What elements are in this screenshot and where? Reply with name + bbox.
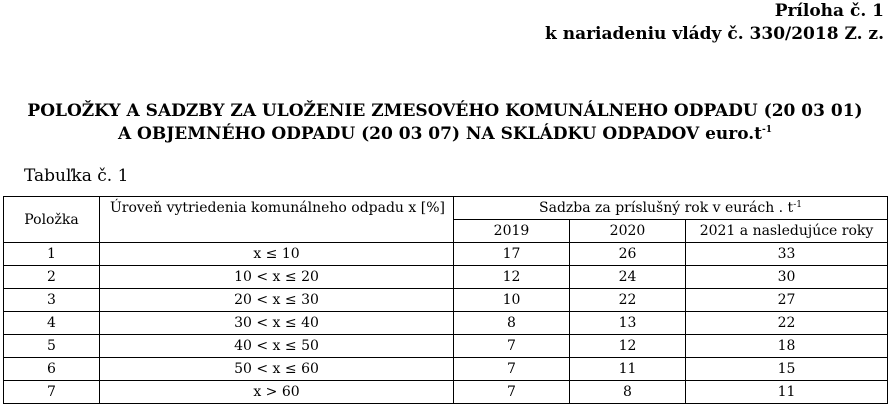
cell-item: 1 — [4, 243, 100, 266]
cell-level: 40 < x ≤ 50 — [100, 335, 454, 358]
header-year-2019: 2019 — [454, 220, 570, 243]
cell-rate-2021: 30 — [686, 266, 888, 289]
header-rate — [454, 197, 888, 220]
table-row — [4, 358, 888, 381]
cell-rate-2019: 7 — [454, 358, 570, 381]
cell-rate-2019: 7 — [454, 335, 570, 358]
cell-item: 5 — [4, 335, 100, 358]
table-row — [4, 289, 888, 312]
table-header-row — [4, 197, 888, 220]
cell-level: 20 < x ≤ 30 — [100, 289, 454, 312]
cell-rate-2021: 22 — [686, 312, 888, 335]
cell-rate-2021: 33 — [686, 243, 888, 266]
cell-level: 10 < x ≤ 20 — [100, 266, 454, 289]
header-rate-exponent: -1 — [793, 200, 802, 210]
header-rate-text: Sadzba za príslušný rok v eurách . t — [539, 200, 794, 216]
table-row — [4, 381, 888, 404]
annex-reference: k nariadeniu vlády č. 330/2018 Z. z. — [545, 24, 884, 44]
cell-rate-2021: 15 — [686, 358, 888, 381]
cell-item: 6 — [4, 358, 100, 381]
cell-rate-2020: 26 — [570, 243, 686, 266]
table-row — [4, 335, 888, 358]
annex-header — [545, 0, 884, 46]
cell-rate-2019: 17 — [454, 243, 570, 266]
title-line-2-text: A OBJEMNÉHO ODPADU (20 03 07) NA SKLÁDKU ODPADOV euro.t — [117, 124, 763, 144]
title-line-2 — [0, 123, 890, 146]
cell-level: x ≤ 10 — [100, 243, 454, 266]
cell-rate-2021: 11 — [686, 381, 888, 404]
cell-level: 30 < x ≤ 40 — [100, 312, 454, 335]
cell-rate-2019: 10 — [454, 289, 570, 312]
document-title — [0, 100, 890, 146]
cell-rate-2021: 18 — [686, 335, 888, 358]
table-row — [4, 243, 888, 266]
header-year-2021: 2021 a nasledujúce roky — [686, 220, 888, 243]
table-label: Tabuľka č. 1 — [24, 166, 129, 186]
table-row — [4, 312, 888, 335]
header-item: Položka — [4, 197, 100, 243]
cell-rate-2020: 12 — [570, 335, 686, 358]
cell-level: x > 60 — [100, 381, 454, 404]
cell-item: 3 — [4, 289, 100, 312]
cell-rate-2020: 24 — [570, 266, 686, 289]
cell-item: 7 — [4, 381, 100, 404]
table-row — [4, 266, 888, 289]
cell-rate-2020: 11 — [570, 358, 686, 381]
cell-rate-2020: 13 — [570, 312, 686, 335]
annex-number: Príloha č. 1 — [774, 1, 884, 21]
cell-rate-2020: 22 — [570, 289, 686, 312]
cell-item: 2 — [4, 266, 100, 289]
cell-rate-2021: 27 — [686, 289, 888, 312]
header-year-2020: 2020 — [570, 220, 686, 243]
header-level: Úroveň vytriedenia komunálneho odpadu x [%] — [100, 197, 454, 243]
title-unit-exponent: -1 — [762, 125, 773, 135]
rates-table — [3, 196, 888, 404]
title-line-1: POLOŽKY A SADZBY ZA ULOŽENIE ZMESOVÉHO KOMUNÁLNEHO ODPADU (20 03 01) — [27, 101, 863, 121]
cell-item: 4 — [4, 312, 100, 335]
cell-rate-2019: 12 — [454, 266, 570, 289]
cell-level: 50 < x ≤ 60 — [100, 358, 454, 381]
cell-rate-2020: 8 — [570, 381, 686, 404]
cell-rate-2019: 7 — [454, 381, 570, 404]
cell-rate-2019: 8 — [454, 312, 570, 335]
